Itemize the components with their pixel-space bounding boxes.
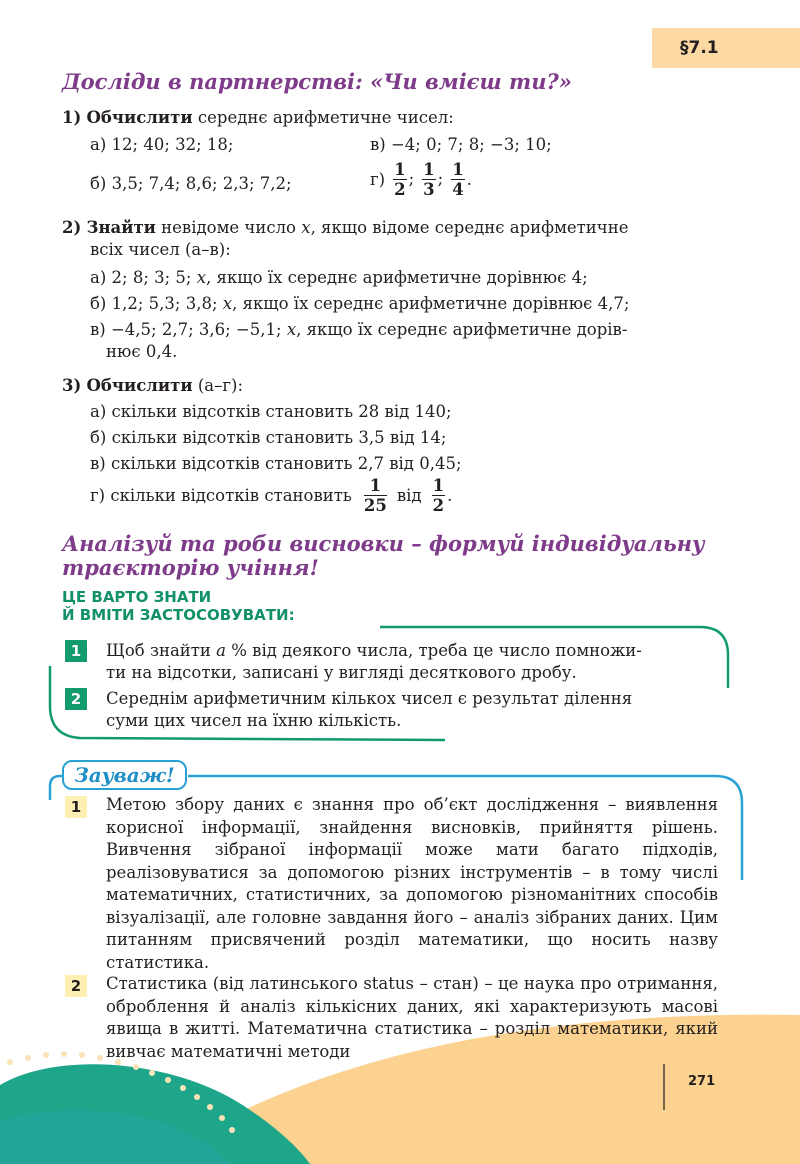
task2-a: а) 2; 8; 3; 5; x, якщо їх середнє арифметичне дорівнює 4; xyxy=(90,268,588,287)
task1-statement xyxy=(62,105,454,130)
task1-g-prefix: г) xyxy=(370,170,386,189)
task2-statement: 2) Знайти невідоме число x, якщо відоме середнє арифметичне xyxy=(62,218,629,237)
task1-verb: Обчислити xyxy=(86,108,193,127)
know-badge-1: 1 xyxy=(65,640,87,662)
task2-v: в) −4,5; 2,7; 3,6; −5,1; x, якщо їх середнє арифметичне дорів- xyxy=(90,320,628,339)
note-title: Зауваж! xyxy=(62,760,187,790)
fraction-1-3: $\frac{1}{3}$ xyxy=(423,160,435,199)
task1-g: г) $\frac{1}{2}$ ; $\frac{1}{3}$ ; $\frac{1}{4}$ . xyxy=(370,160,472,199)
task1-b: б) 3,5; 7,4; 8,6; 2,3; 7,2; xyxy=(90,174,292,193)
fraction-1-25: $\frac{1}{25}$ xyxy=(363,476,387,515)
know-item-1-line2: ти на відсотки, записані у вигляді десяткового дробу. xyxy=(106,663,577,682)
task3-v: в) скільки відсотків становить 2,7 від 0,45; xyxy=(90,454,462,473)
know-heading-line1: ЦЕ ВАРТО ЗНАТИ xyxy=(62,588,212,606)
research-heading: Досліди в партнерстві: «Чи вмієш ти?» xyxy=(62,69,572,94)
note-item-2-text: Статистика (від латинського status – стан) – це наука про отримання, оброблення й аналіз кількісних даних, які характеризують масові явища в житті. Математична статистика – розділ математики, який вивчає математичні методи xyxy=(106,974,718,1061)
know-item-2-line1: Середнім арифметичним кількох чисел є результат ділення xyxy=(106,689,633,708)
fraction-1-4: $\frac{1}{4}$ xyxy=(452,160,464,199)
task3-a: а) скільки відсотків становить 28 від 140; xyxy=(90,402,452,421)
note-item-1-text: Метою збору даних є знання про об’єкт дослідження – виявлення корисної інформації, знайдення висновків, прийняття рішень. Вивчення зібраної інформації може мати багато підходів, реалізовуватися за допомогою різних інструментів – в тому числі математичних, статистичних, за допомогою різноманітних способів візуалізації, але головне завдання його – аналіз зібраних даних. Цим питанням присвячений розділ математики, що носить назву статистика. xyxy=(106,795,718,972)
page-number: 271 xyxy=(688,1074,716,1089)
fraction-1-2: $\frac{1}{2}$ xyxy=(394,160,406,199)
know-item-2-line2: суми цих чисел на їхню кількість. xyxy=(106,711,402,730)
task3-b: б) скільки відсотків становить 3,5 від 14; xyxy=(90,428,447,447)
task1-v: в) −4; 0; 7; 8; −3; 10; xyxy=(370,135,552,154)
know-item-1-line1: Щоб знайти a % від деякого числа, треба це число помножи- xyxy=(106,641,642,660)
analyze-heading-line1: Аналізуй та роби висновки – формуй індивідуальну xyxy=(62,531,705,556)
note-badge-2: 2 xyxy=(65,975,87,997)
task3-g: г) скільки відсотків становить $\frac{1}{25}$ від $\frac{1}{2}$ . xyxy=(90,476,453,515)
task3-statement: 3) Обчислити (а–г): xyxy=(62,376,244,395)
task2-v-line2: нює 0,4. xyxy=(106,342,178,361)
know-heading-line2: Й ВМІТИ ЗАСТОСОВУВАТИ: xyxy=(62,606,295,624)
task2-statement-line2: всіх чисел (а–в): xyxy=(90,240,231,259)
section-tab: §7.1 xyxy=(652,28,800,68)
task1-number: 1) xyxy=(62,108,82,127)
know-badge-2: 2 xyxy=(65,688,87,710)
note-badge-1: 1 xyxy=(65,796,87,818)
analyze-heading-line2: траєкторію учіння! xyxy=(62,555,319,580)
task2-b: б) 1,2; 5,3; 3,8; x, якщо їх середнє арифметичне дорівнює 4,7; xyxy=(90,294,630,313)
fraction-1-2-b: $\frac{1}{2}$ xyxy=(432,476,445,515)
task1-a: а) 12; 40; 32; 18; xyxy=(90,135,234,154)
task1-text: середнє арифметичне чисел: xyxy=(192,108,454,127)
